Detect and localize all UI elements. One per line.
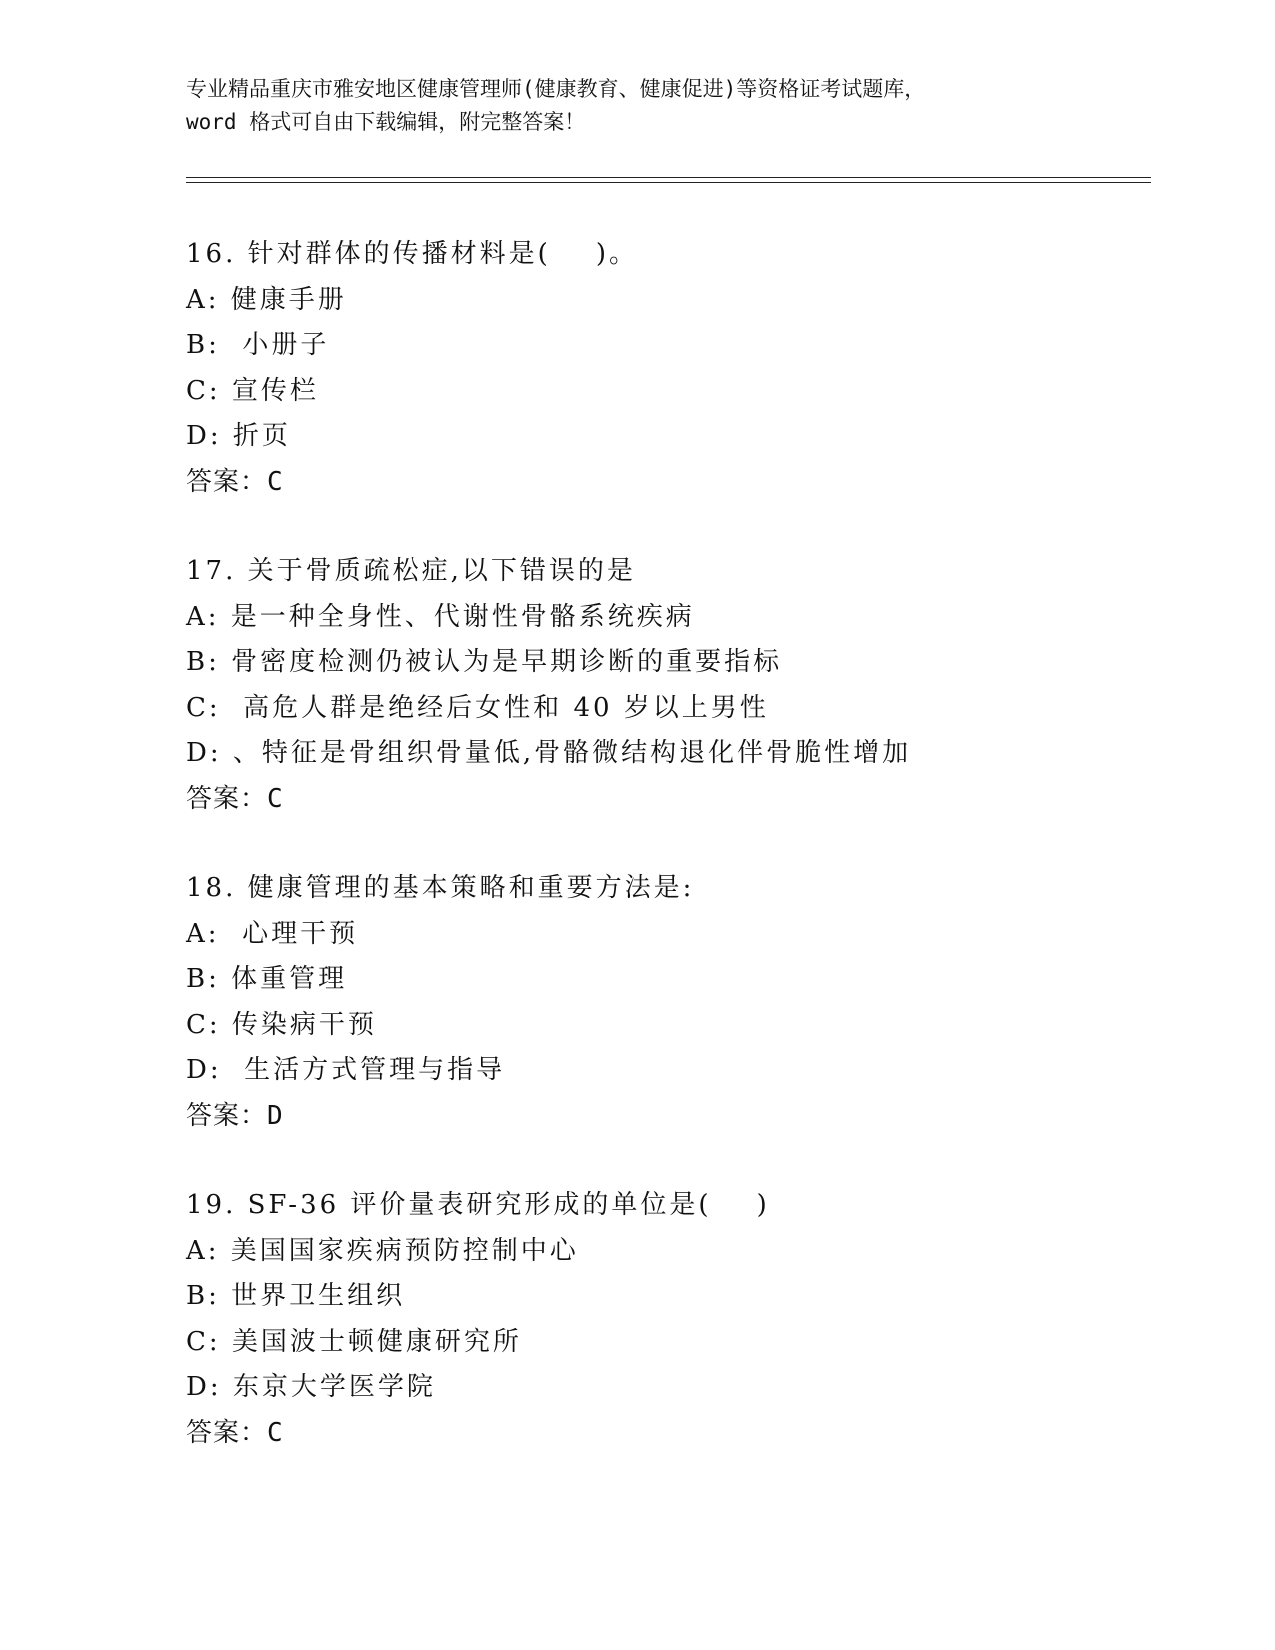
question-17 [186, 549, 1186, 822]
option-b: B: 小册子 [186, 330, 330, 360]
answer-line [186, 777, 1186, 823]
option-a: A: 健康手册 [186, 284, 347, 315]
option-d: D: 、特征是骨组织骨量低,骨骼微结构退化伴骨脆性增加 [186, 738, 912, 768]
option-a: A: 心理干预 [186, 918, 359, 949]
question-stem: 17. 关于骨质疏松症,以下错误的是 [186, 556, 636, 586]
answer-value: C [267, 783, 284, 814]
answer-line [186, 1094, 1186, 1140]
option-d: D: 生活方式管理与指导 [186, 1055, 506, 1085]
header-divider-bottom [186, 182, 1151, 183]
option-d: D: 东京大学医学院 [186, 1372, 436, 1402]
option-c: C: 传染病干预 [186, 1009, 377, 1040]
question-19 [186, 1183, 1186, 1456]
option-c: C: 美国波士顿健康研究所 [186, 1326, 522, 1357]
answer-label: 答案： [186, 1100, 268, 1131]
option-c: C: 宣传栏 [186, 375, 319, 406]
header-line-1: 专业精品重庆市雅安地区健康管理师(健康教育、健康促进)等资格证考试题库， [186, 77, 926, 101]
answer-value: C [267, 466, 284, 497]
option-a: A: 是一种全身性、代谢性骨骼系统疾病 [186, 601, 695, 632]
option-d: D: 折页 [186, 421, 291, 451]
answer-value: D [267, 1100, 284, 1131]
option-b: B: 世界卫生组织 [186, 1281, 406, 1311]
option-a: A: 美国国家疾病预防控制中心 [186, 1235, 579, 1266]
header-line-2: word 格式可自由下载编辑，附完整答案！ [186, 110, 586, 134]
answer-line [186, 460, 1186, 506]
answer-label: 答案： [186, 783, 268, 814]
option-c: C: 高危人群是绝经后女性和 40 岁以上男性 [186, 692, 769, 723]
answer-line [186, 1411, 1186, 1457]
header-divider-top [186, 177, 1151, 178]
option-b: B: 体重管理 [186, 964, 348, 994]
question-stem: 18. 健康管理的基本策略和重要方法是: [186, 873, 695, 903]
question-stem: 16. 针对群体的传播材料是( )。 [186, 239, 638, 269]
answer-label: 答案： [186, 1417, 268, 1448]
answer-value: C [267, 1417, 284, 1448]
document-header [186, 73, 1086, 139]
question-stem: 19. SF-36 评价量表研究形成的单位是( ) [186, 1190, 770, 1220]
option-b: B: 骨密度检测仍被认为是早期诊断的重要指标 [186, 647, 783, 677]
question-list [186, 232, 1186, 1500]
question-18 [186, 866, 1186, 1139]
answer-label: 答案： [186, 466, 268, 497]
question-16 [186, 232, 1186, 505]
